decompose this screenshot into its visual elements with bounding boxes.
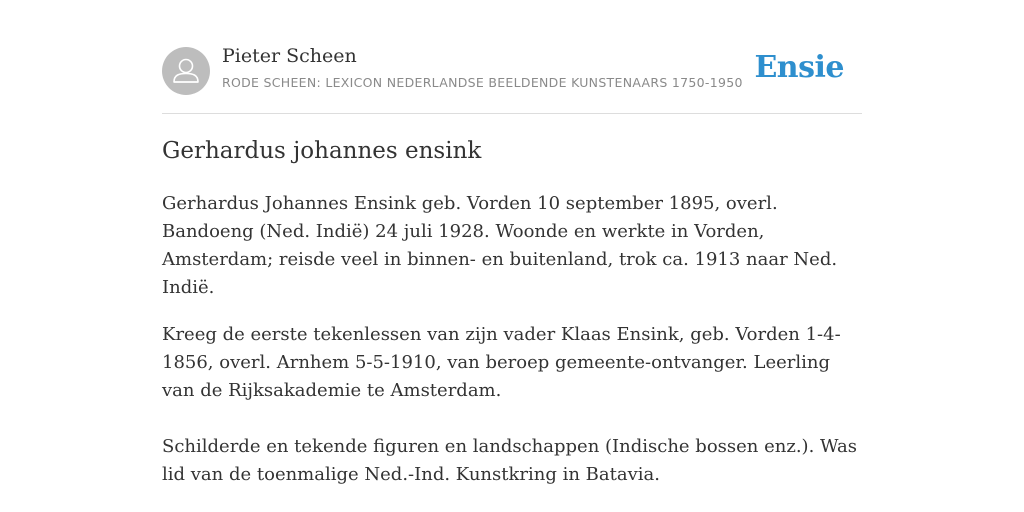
article-container [162, 0, 862, 485]
article-paragraph: Schilderde en tekende figuren en landschappen (Indische bossen enz.). Was lid van de toenmalige Ned.-Ind. Kunstkring in Batavia. [162, 436, 857, 485]
article-paragraph: Kreeg de eerste tekenlessen van zijn vader Klaas Ensink, geb. Vorden 1-4-1856, overl. Arnhem 5-5-1910, van beroep gemeente-ontvanger. Leerling van de Rijksakademie te Amsterdam. [162, 324, 841, 401]
user-avatar-icon[interactable] [162, 47, 210, 95]
author-name[interactable]: Pieter Scheen [222, 45, 357, 67]
article-header [162, 0, 862, 114]
article-title: Gerhardus johannes ensink [162, 138, 482, 164]
source-label[interactable]: RODE SCHEEN: LEXICON NEDERLANDSE BEELDENDE KUNSTENAARS 1750-1950 [222, 75, 743, 90]
article-body [162, 190, 862, 508]
ensie-logo[interactable]: Ensie [754, 50, 844, 85]
article-paragraph: Gerhardus Johannes Ensink geb. Vorden 10 september 1895, overl. Bandoeng (Ned. Indië) 24 juli 1928. Woonde en werkte in Vorden, Amsterdam; reisde veel in binnen- en buitenland, trok ca. 1913 naar Ned. Indië. [162, 193, 838, 298]
